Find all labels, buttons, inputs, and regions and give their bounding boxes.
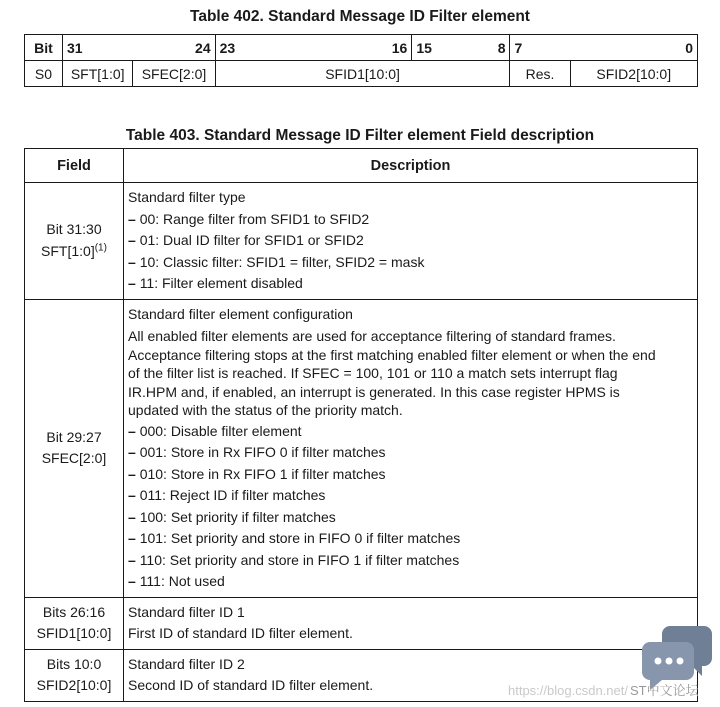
list-item: – 100: Set priority if filter matches: [128, 508, 336, 525]
list-item: – 01: Dual ID filter for SFID1 or SFID2: [128, 232, 364, 248]
field-bits: Bits 10:0: [46, 655, 102, 672]
description-title: Standard filter type: [128, 189, 246, 205]
description-cell-sft: [124, 183, 698, 300]
table-403-title: Table 403. Standard Message ID Filter element Field description: [125, 127, 595, 144]
table-row: [25, 597, 698, 649]
bit-header-row: [25, 35, 698, 61]
description-title: Standard filter ID 2: [128, 655, 245, 672]
list-item: – 011: Reject ID if filter matches: [128, 487, 326, 503]
field-name: SFEC[2:0]: [41, 450, 107, 466]
field-sfec: SFEC[2:0]: [133, 61, 215, 87]
bit-23: 23: [219, 39, 236, 56]
list-item: – 101: Set priority and store in FIFO 0 if filter matches: [128, 530, 461, 546]
field-name: SFT[1:0]: [41, 242, 95, 259]
field-row-s0: [25, 61, 698, 87]
field-description-table: [24, 148, 698, 702]
field-name: SFID1[10:0]: [36, 625, 112, 641]
field-sft: SFT[1:0]: [62, 61, 132, 87]
field-name: SFID2[10:0]: [36, 677, 112, 693]
field-cell-sft: [25, 183, 124, 300]
bits-7-0-header: [510, 35, 698, 61]
row-label-s0: S0: [25, 61, 63, 87]
list-item: – 000: Disable filter element: [128, 422, 302, 439]
field-cell-sfid1: [25, 597, 124, 649]
register-layout-table: [24, 34, 698, 87]
table-row: [25, 183, 698, 300]
bit-31: 31: [66, 39, 83, 56]
list-item: – 10: Classic filter: SFID1 = filter, SFID2 = mask: [128, 253, 425, 270]
description-text: Second ID of standard ID filter element.: [128, 677, 374, 693]
field-sfid2: SFID2[10:0]: [570, 61, 698, 87]
description-title: Standard filter ID 1: [128, 603, 245, 620]
bits-31-24-header: [62, 35, 215, 61]
bit-0: 0: [685, 39, 693, 56]
field-column-header: Field: [25, 149, 124, 183]
field-sfid1: SFID1[10:0]: [215, 61, 510, 87]
list-item: – 11: Filter element disabled: [128, 275, 303, 291]
field-bits: Bits 26:16: [42, 603, 106, 620]
field-cell-sfec: [25, 299, 124, 597]
field-bits: Bit 29:27: [46, 428, 102, 445]
bits-15-8-header: [412, 35, 510, 61]
bit-16: 16: [391, 39, 408, 56]
description-column-header: Description: [124, 149, 698, 183]
description-text: First ID of standard ID filter element.: [128, 625, 353, 641]
bits-23-16-header: [215, 35, 412, 61]
list-item: – 001: Store in Rx FIFO 0 if filter matches: [128, 444, 386, 460]
description-paragraph: All enabled filter elements are used for acceptance filtering of standard frames. Acceptance filtering stops at the first matching enabled filter element or when the end of the filter list is reached. If SFEC = 100, 101 or 110 a match sets interrupt flag IR.HPM and, if enabled, an interrupt is generated. In this case register HPMS is updated with the status of the priority match.: [128, 328, 656, 418]
bit-15: 15: [416, 39, 432, 56]
description-cell-sfid1: [124, 597, 698, 649]
bit-label-cell: Bit: [25, 35, 63, 61]
list-item: – 110: Set priority and store in FIFO 1 if filter matches: [128, 551, 460, 568]
description-cell-sfec: [124, 299, 698, 597]
bit-7: 7: [514, 39, 523, 56]
table-row: [25, 299, 698, 597]
footnote-ref: (1): [94, 242, 107, 254]
field-reserved: Res.: [510, 61, 570, 87]
description-title: Standard filter element configuration: [128, 305, 353, 322]
field-bits: Bit 31:30: [46, 221, 102, 238]
field-cell-sfid2: [25, 649, 124, 701]
bit-8: 8: [497, 39, 506, 56]
table-402-title: Table 402. Standard Message ID Filter element: [190, 8, 530, 25]
watermark-text: https://blog.csdn.net/ ST中文论坛: [508, 683, 699, 698]
bit-24: 24: [195, 39, 211, 56]
list-item: – 111: Not used: [128, 573, 225, 589]
list-item: – 00: Range filter from SFID1 to SFID2: [128, 210, 370, 227]
list-item: – 010: Store in Rx FIFO 1 if filter matches: [128, 465, 386, 482]
header-row: [25, 149, 698, 183]
